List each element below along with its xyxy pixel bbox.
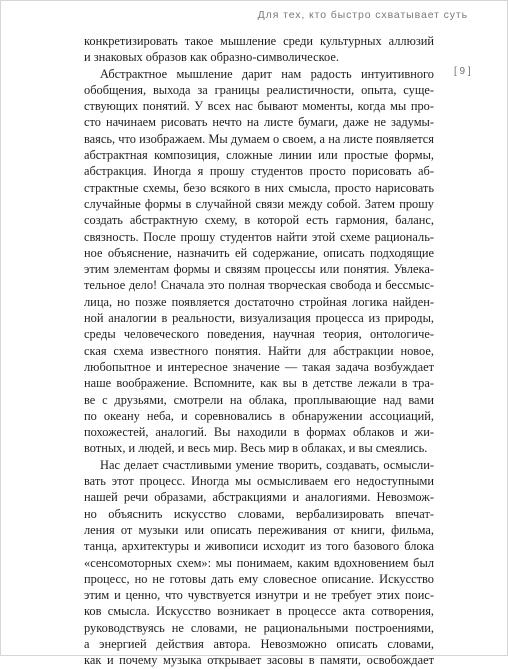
text-line: сто начинаем рисовать нечто на листе бумаги, даже не задумы- <box>84 115 434 130</box>
text-line: по океану неба, и соревновались в обнаружении ассоциаций, <box>84 408 434 423</box>
running-header: Для тех, кто быстро схватывает суть <box>257 9 468 21</box>
text-line: ной аналогии в реальности, визуализация процесса из природы, <box>84 311 434 326</box>
text-line: процесс, но не готовы дать ему словесное описание. Искусство <box>84 571 434 586</box>
text-line: танца, архитектуры и живописи исходит из того базового блока <box>84 539 434 554</box>
text-line: а энергией действия автора. Невозможно описать словами, <box>84 636 434 651</box>
text-line: и знаковых образов как образно-символическое. <box>84 50 339 65</box>
text-line: вотных, и людей, и весь мир. Весь мир в облаках, и вы смеялись. <box>84 441 428 456</box>
text-line: «сенсомоторных схем»: мы понимаем, каким вдохновением был <box>84 555 434 570</box>
text-line: но объяснить искусство словами, вербализировать впечат- <box>84 506 434 521</box>
text-line: нашей речи образами, абстракциями и аналогиями. Невозмож- <box>84 490 434 505</box>
text-line: как и почему музыка открывает засовы в памяти, освобождает <box>84 653 434 668</box>
text-line: лица, но позже появляется достаточно стройная логика найден- <box>84 294 434 309</box>
body-text <box>84 33 434 669</box>
text-line: конкретизировать такое мышление среди культурных аллюзий <box>84 34 434 48</box>
text-line: случайные формы в случайной связи между собой. Затем прошу <box>84 196 434 211</box>
text-line: похожестей, аналогий. Вы находили в формах облаков и жи- <box>84 425 434 440</box>
text-line: страктные схемы, безо всякого в них смысла, просто нарисовать <box>84 180 434 195</box>
text-line: вать этот процесс. Иногда мы осмысливаем его недоступными <box>84 474 434 489</box>
text-line: Нас делает счастливыми умение творить, создавать, осмысли- <box>100 457 434 472</box>
page-number: [ 9 ] <box>454 66 471 77</box>
paragraph <box>84 66 434 457</box>
text-line: руководствуясь не словами, не рациональными построениями, <box>84 620 434 635</box>
text-line: абстрактная композиция, сложные линии или простые формы, <box>84 148 434 163</box>
paragraph <box>84 457 434 669</box>
text-line: связность. После прошу студентов найти этой схеме рациональ- <box>84 229 434 244</box>
text-line: наше воображение. Вспомните, как вы в детстве лежали в тра- <box>84 376 434 391</box>
text-line: абстракция. Иногда я прошу студентов просто порисовать аб- <box>84 164 434 179</box>
text-line: этим элементам формы и связям процессы или понятия. Увлека- <box>84 262 434 277</box>
paragraph <box>84 33 434 66</box>
text-line: создать абстрактную схему, в которой есть гармония, баланс, <box>84 213 434 228</box>
text-line: ления от музыки или описать переживания от книги, фильма, <box>84 522 434 537</box>
text-line: ное объяснение, назначить ей содержание, описать подходящие <box>84 245 434 260</box>
text-line: ская схема известного понятия. Найти для абстракции новое, <box>84 343 434 358</box>
text-line: Абстрактное мышление дарит нам радость интуитивного <box>100 66 434 81</box>
text-line: ваясь, что изображаем. Мы думаем о своем, а на листе появляется <box>84 131 434 146</box>
text-line: ствующих понятий. У всех нас бывают моменты, когда мы про- <box>84 99 434 114</box>
text-line: среды человеческого поведения, научная теория, онтологиче- <box>84 327 434 342</box>
text-line: обобщения, выхода за границы реалистичности, опыта, суще- <box>84 82 434 97</box>
text-line: тельное дело! Сначала это полная творческая свобода и бессмыс- <box>84 278 434 293</box>
text-line: ве с друзьями, смотрели на облака, проплывающие над вами <box>84 392 434 407</box>
text-line: этим и ценно, что чувствуется изнутри и не требует этих поис- <box>84 588 434 603</box>
text-line: любопытное и интересное значение — такая задача возбуждает <box>84 359 434 374</box>
text-line: ков смысла. Искусство возникает в процессе акта сотворения, <box>84 604 434 619</box>
